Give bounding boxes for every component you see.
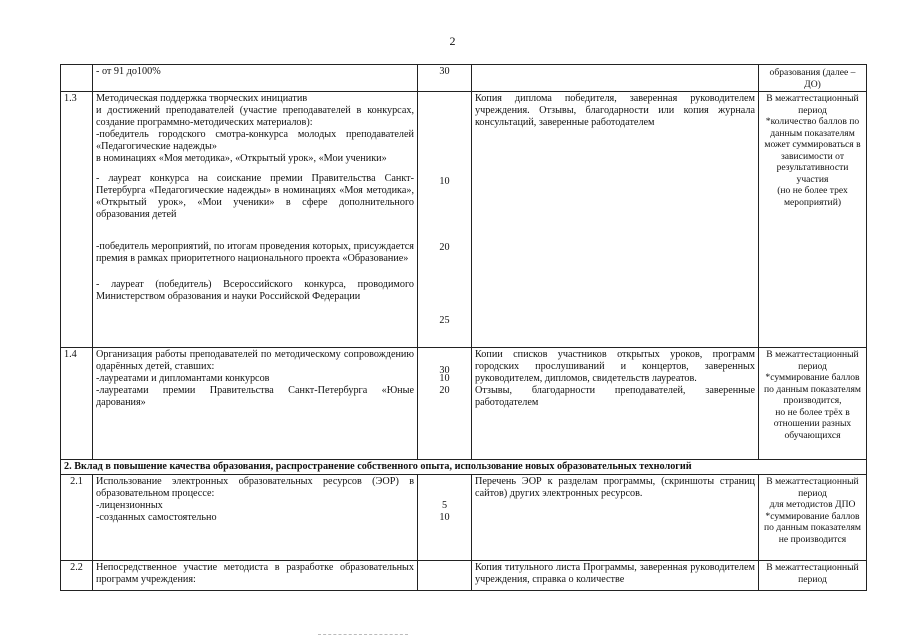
- note-cell: [759, 475, 867, 561]
- evidence-cell: [472, 475, 759, 561]
- points-value: 10: [439, 512, 450, 523]
- points-cell: [418, 475, 472, 561]
- table-row: [61, 92, 867, 348]
- note-cell: [759, 348, 867, 460]
- note-cell: [759, 92, 867, 348]
- criterion-text: -победитель городского смотра-конкурса молодых преподавателей «Педагогические надежды»: [96, 129, 414, 152]
- note-text: для методистов ДПО: [769, 499, 856, 510]
- note-cell: [759, 561, 867, 591]
- row-number-cell: [61, 65, 93, 92]
- criterion-cell: [93, 92, 418, 348]
- points-value: 25: [439, 315, 450, 326]
- section-header-row: [61, 460, 867, 475]
- evidence-cell: [472, 561, 759, 591]
- points-value: 20: [439, 385, 450, 396]
- note-text: (но не более трех мероприятий): [777, 185, 848, 208]
- note-text: но не более трёх в отношении разных обучающихся: [773, 406, 852, 441]
- criterion-text: -лицензионных: [96, 500, 163, 511]
- points-value: 20: [439, 242, 450, 253]
- evidence-text: Отзывы, благодарности преподавателей, заверенные работодателем: [475, 385, 755, 408]
- note-text: *количество баллов по данным показателям может суммироваться в зависимости от результативности участия: [764, 116, 861, 185]
- criterion-text: -созданных самостоятельно: [96, 512, 217, 523]
- points-cell: [418, 65, 472, 92]
- note-text: В межаттестационный период: [766, 93, 859, 116]
- row-number: 2.1: [70, 476, 83, 487]
- table-row: [61, 475, 867, 561]
- criterion-text: -лауреатами и дипломантами конкурсов: [96, 373, 270, 384]
- criterion-text: - лауреат (победитель) Всероссийского конкурса, проводимого Министерством образования и науки Российской Федерации: [96, 279, 414, 302]
- note-text: В межаттестационный период: [766, 562, 859, 585]
- row-number: 1.4: [64, 349, 77, 360]
- criterion-text: Непосредственное участие методиста в разработке образовательных программ учреждения:: [96, 562, 414, 585]
- points-value: 10: [439, 373, 450, 384]
- evidence-cell: [472, 348, 759, 460]
- points-value: 10: [439, 176, 450, 187]
- criterion-cell: [93, 561, 418, 591]
- row-number-cell: [61, 348, 93, 460]
- criteria-table: [60, 64, 867, 591]
- criterion-text: в номинациях «Моя методика», «Открытый урок», «Мои ученики»: [96, 153, 387, 164]
- criterion-text: Методическая поддержка творческих инициатив: [96, 93, 308, 104]
- points-value: 5: [441, 500, 448, 511]
- points-value: 30: [439, 365, 450, 376]
- note-text: *суммирование баллов по данным показателям производится,: [764, 372, 861, 406]
- evidence-text: Перечень ЭОР к разделам программы, (скриншоты страниц сайтов) других электронных ресурсов.: [475, 476, 755, 499]
- criterion-text: - лауреат конкурса на соискание премии Правительства Санкт-Петербурга «Педагогические надежды» в номинациях «Моя методика», «Открытый урок», «Мои ученики» в сфере дополнительного образования детей: [96, 173, 414, 220]
- criterion-cell: [93, 475, 418, 561]
- row-number-cell: [61, 561, 93, 591]
- criterion-text: Использование электронных образовательных ресурсов (ЭОР) в образовательном процессе:: [96, 476, 414, 499]
- table-row: [61, 561, 867, 591]
- row-number: 1.3: [64, 93, 77, 104]
- page-number: 2: [449, 34, 456, 48]
- table-row: [61, 65, 867, 92]
- row-number-cell: [61, 475, 93, 561]
- note-text: В межаттестационный период: [766, 476, 859, 499]
- note-cell: [759, 65, 867, 92]
- evidence-text: Копии списков участников открытых уроков, программ городских прослушиваний и концертов, заверенных руководителем, дипломов, свидетельств лауреатов.: [475, 349, 755, 384]
- note-text: В межаттестационный период: [766, 349, 859, 372]
- row-number-cell: [61, 92, 93, 348]
- criterion-text: и достижений преподавателей (участие преподавателей в конкурсах, создание программно-методических материалов):: [96, 105, 414, 128]
- row-number: 2.2: [70, 562, 83, 573]
- points-cell: [418, 561, 472, 591]
- evidence-cell: [472, 92, 759, 348]
- evidence-cell: [472, 65, 759, 92]
- criterion-text: - от 91 до100%: [96, 66, 161, 77]
- criterion-text: Организация работы преподавателей по методическому сопровождению одарённых детей, ставших:: [96, 349, 414, 372]
- note-text: образования (далее – ДО): [769, 67, 856, 90]
- note-text: *суммирование баллов по данным показателям не производится: [764, 510, 861, 545]
- section-title: 2. Вклад в повышение качества образования, распространение собственного опыта, использование новых образовательных технологий: [61, 460, 867, 475]
- scan-artifact-line: [318, 634, 408, 636]
- evidence-text: Копия диплома победителя, заверенная руководителем учреждения. Отзывы, благодарности или копия журнала консультаций, заверенные работодателем: [475, 93, 755, 128]
- points-cell: [418, 92, 472, 376]
- points-value: 30: [439, 66, 450, 77]
- criterion-text: -победитель мероприятий, по итогам проведения которых, присуждается премия в рамках приоритетного национального проекта «Образование»: [96, 241, 414, 264]
- criterion-cell: [93, 348, 418, 460]
- evidence-text: Копия титульного листа Программы, заверенная руководителем учреждения, справка о количестве: [475, 562, 755, 585]
- criterion-text: -лауреатами премии Правительства Санкт-Петербурга «Юные дарования»: [96, 385, 414, 408]
- criterion-cell: [93, 65, 418, 92]
